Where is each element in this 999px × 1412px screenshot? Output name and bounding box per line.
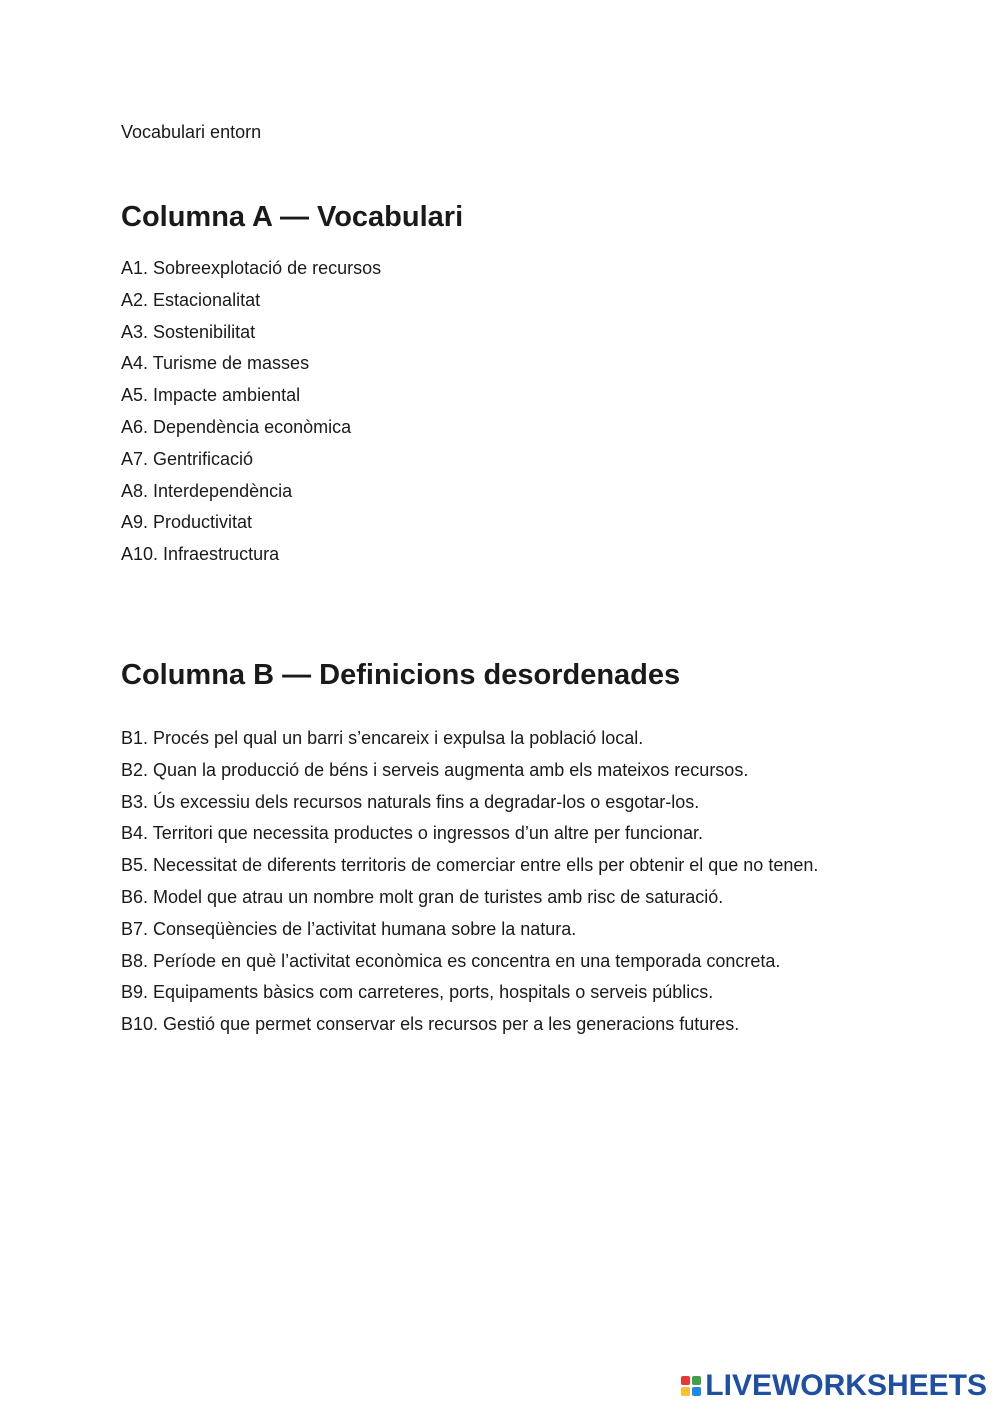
definition-item: B3. Ús excessiu dels recursos naturals fins a degradar-los o esgotar-los. [121, 791, 700, 812]
column-b-list [121, 727, 818, 1045]
liveworksheets-logo [681, 1370, 987, 1402]
vocabulary-item: A10. Infraestructura [121, 544, 280, 565]
logo-text: LIVEWORKSHEETS [705, 1369, 987, 1402]
definition-item: B6. Model que atrau un nombre molt gran de turistes amb risc de saturació. [121, 886, 724, 907]
column-a-heading: Columna A — Vocabulari [121, 201, 464, 233]
vocabulary-item: A3. Sostenibilitat [121, 321, 256, 342]
vocabulary-item: A6. Dependència econòmica [121, 416, 352, 437]
document-title: Vocabulari entorn [121, 122, 262, 142]
vocabulary-item: A9. Productivitat [121, 512, 253, 533]
vocabulary-item: A7. Gentrificació [121, 448, 254, 469]
definition-item: B8. Període en què l’activitat econòmica es concentra en una temporada concreta. [121, 950, 781, 971]
column-b-heading: Columna B — Definicions desordenades [121, 659, 681, 691]
definition-item: B2. Quan la producció de béns i serveis augmenta amb els mateixos recursos. [121, 759, 749, 780]
vocabulary-item: A4. Turisme de masses [121, 353, 310, 374]
vocabulary-item: A5. Impacte ambiental [121, 385, 301, 406]
definition-item: B4. Territori que necessita productes o ingressos d’un altre per funcionar. [121, 823, 703, 844]
definition-item: B9. Equipaments bàsics com carreteres, ports, hospitals o serveis públics. [121, 982, 714, 1003]
vocabulary-item: A8. Interdependència [121, 480, 293, 501]
vocabulary-item: A1. Sobreexplotació de recursos [121, 258, 382, 278]
definition-item: B5. Necessitat de diferents territoris de comerciar entre ells per obtenir el que no tenen. [121, 855, 819, 876]
definition-item: B1. Procés pel qual un barri s’encareix i expulsa la població local. [121, 728, 644, 748]
column-a-list [121, 257, 381, 575]
definition-item: B10. Gestió que permet conservar els recursos per a les generacions futures. [121, 1014, 740, 1035]
liveworksheets-logo-icon [681, 1376, 701, 1396]
vocabulary-item: A2. Estacionalitat [121, 289, 261, 310]
definition-item: B7. Conseqüències de l’activitat humana sobre la natura. [121, 918, 577, 939]
